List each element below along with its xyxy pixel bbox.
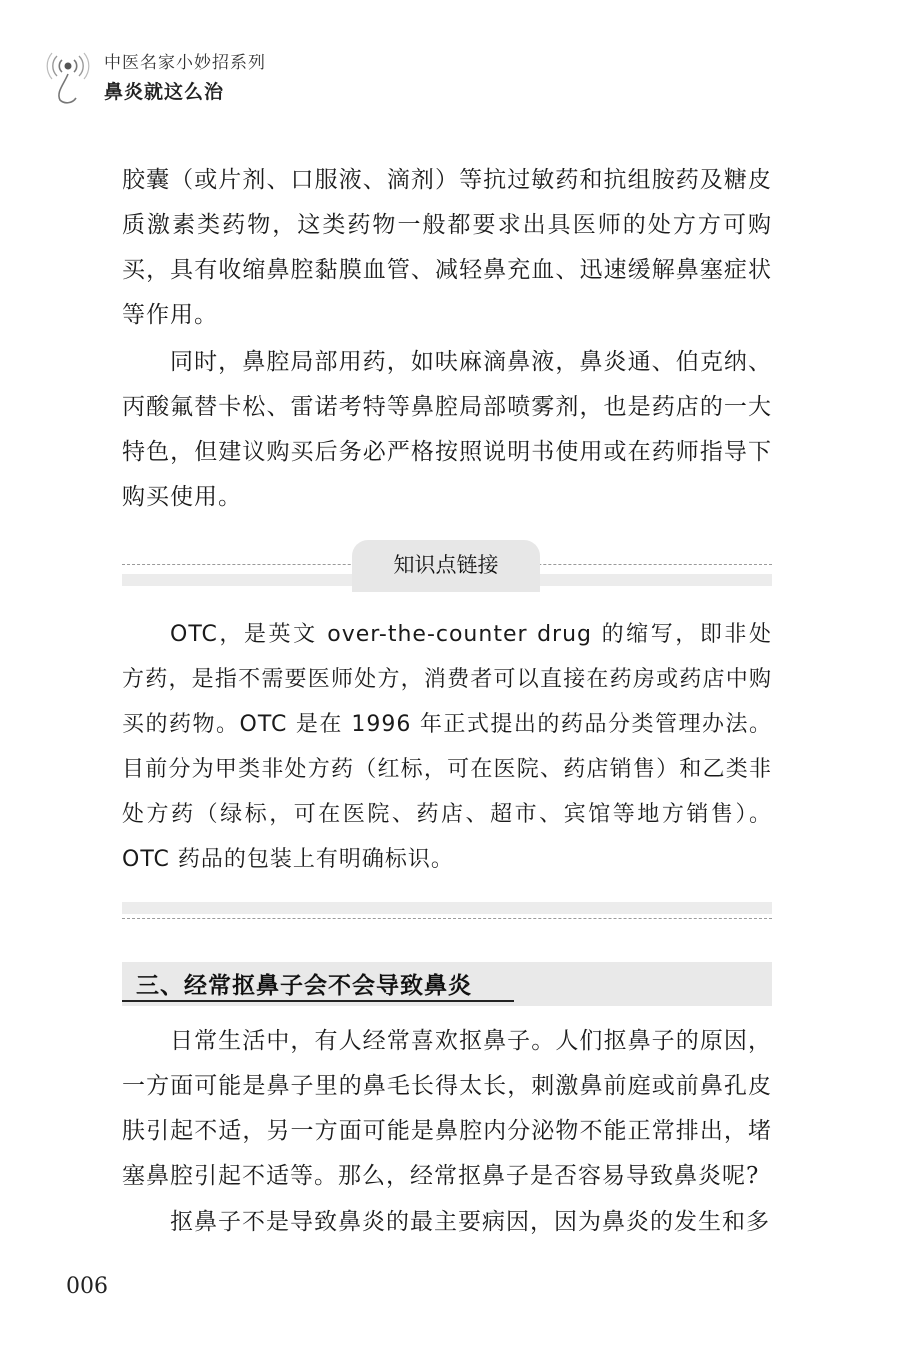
section-underline xyxy=(122,1000,514,1002)
section-title: 三、经常抠鼻子会不会导致鼻炎 xyxy=(136,973,472,999)
knowledge-box-label: 知识点链接 xyxy=(352,540,540,592)
divider-bar xyxy=(122,902,772,914)
body-paragraph: 胶囊（或片剂、口服液、滴剂）等抗过敏药和抗组胺药及糖皮质激素类药物，这类药物一般都要求出具医师的处方方可购买，具有收缩鼻腔黏膜血管、减轻鼻充血、迅速缓解鼻塞症状等作用。 xyxy=(122,167,772,328)
book-title: 鼻炎就这么治 xyxy=(104,81,225,103)
page-header xyxy=(42,44,442,114)
knowledge-box-footer xyxy=(122,902,772,924)
knowledge-box-text: OTC，是英文 over-the-counter drug 的缩写，即非处方药，是指不需要医师处方，消费者可以直接在药房或药店中购买的药物。OTC 是在 1996 年正式提出的药品分类管理办法。目前分为甲类非处方药（红标，可在医院、药店销售）和乙类非处方药（绿标，可在医院、药店、超市、宾馆等地方销售）。OTC 药品的包装上有明确标识。 xyxy=(122,622,772,872)
body-paragraph: 抠鼻子不是导致鼻炎的最主要病因，因为鼻炎的发生和多 xyxy=(170,1209,770,1235)
section-heading xyxy=(122,962,772,1006)
knowledge-box-header xyxy=(122,540,772,600)
book-series-name: 中医名家小妙招系列 xyxy=(104,53,266,73)
dashed-divider xyxy=(122,918,772,919)
page-number: 006 xyxy=(66,1274,108,1299)
body-paragraph: 同时，鼻腔局部用药，如呋麻滴鼻液，鼻炎通、伯克纳、丙酸氟替卡松、雷诺考特等鼻腔局部喷雾剂，也是药店的一大特色，但建议购买后务必严格按照说明书使用或在药师指导下购买使用。 xyxy=(122,349,772,510)
nose-sound-wave-icon xyxy=(46,48,94,106)
body-paragraph: 日常生活中，有人经常喜欢抠鼻子。人们抠鼻子的原因，一方面可能是鼻子里的鼻毛长得太长，刺激鼻前庭或前鼻孔皮肤引起不适，另一方面可能是鼻腔内分泌物不能正常排出，堵塞鼻腔引起不适等。那么，经常抠鼻子是否容易导致鼻炎呢? xyxy=(122,1028,772,1189)
